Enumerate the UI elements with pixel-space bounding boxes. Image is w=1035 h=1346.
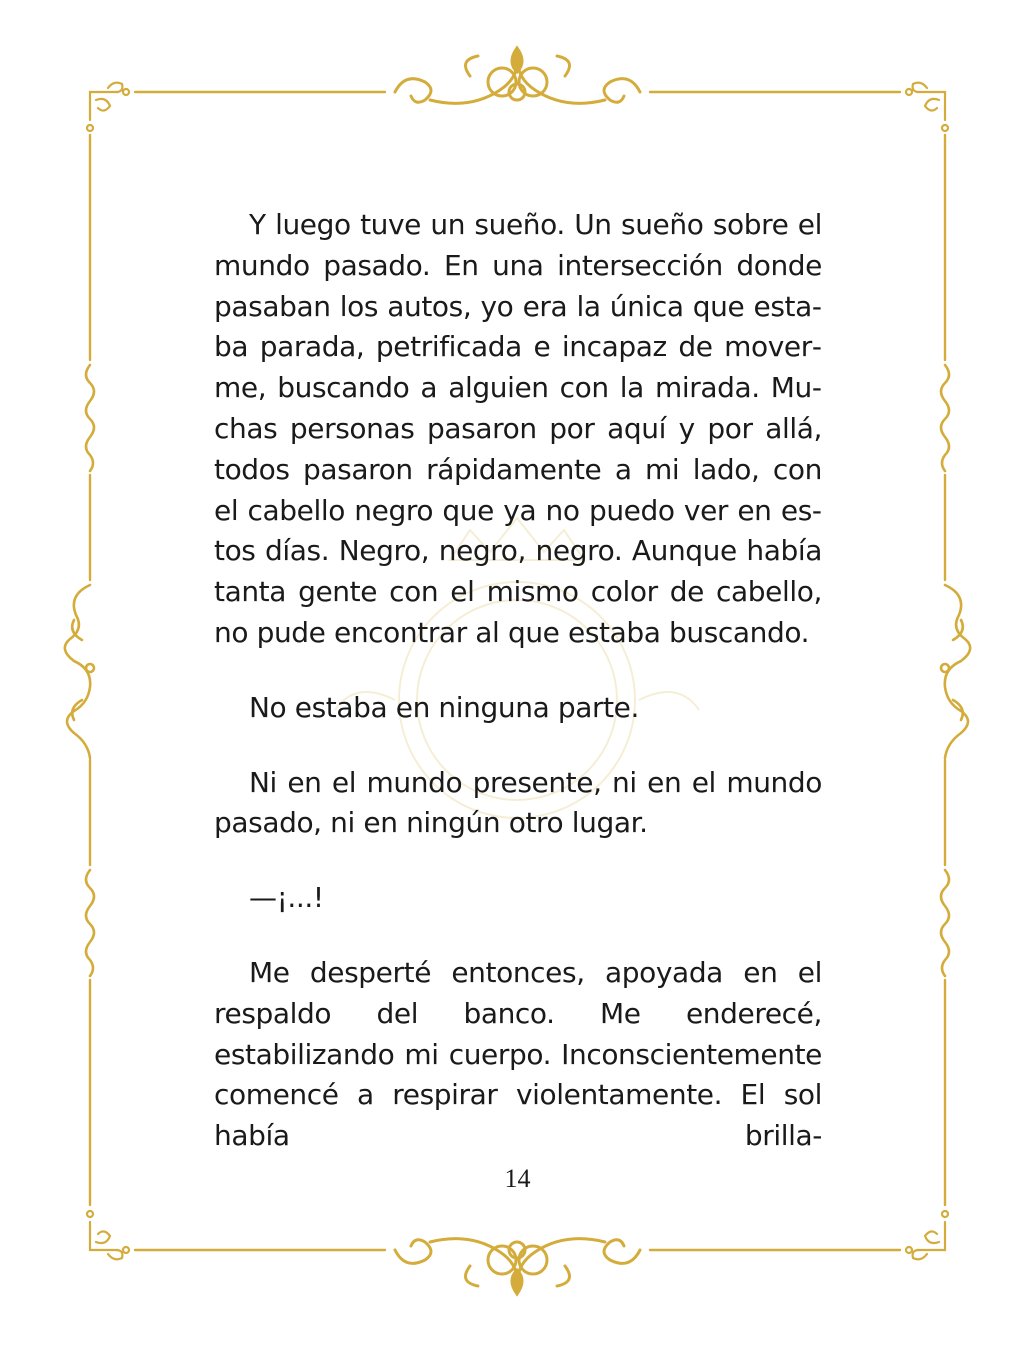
corner-ornament-bottom-right: [906, 1211, 948, 1259]
paragraph: Ni en el mundo presente, ni en el mundo pasado, ni en ningún otro lugar.: [214, 765, 822, 840]
right-side-ornament: [941, 365, 970, 976]
top-center-ornament: [395, 48, 640, 103]
body-text: [214, 205, 822, 1191]
paragraph: Y luego tuve un sueño. Un sueño sobre el mundo pasado. En una intersección donde pasaban los autos, yo era la única que estaba parada, petrificada e incapaz de moverme, buscando a alguien con la mirada. Muchas personas pasaron por aquí y por allá, todos pasaron rápidamente a mi lado, con el cabello negro que ya no puedo ver en estos días. Negro, negro, negro. Aunque había tanta gente con el mismo color de cabello, no pude encontrar al que estaba buscando.: [214, 208, 822, 649]
corner-ornament-top-right: [906, 83, 948, 131]
paragraph: Me desperté entonces, apoyada en el respaldo del banco. Me enderecé, estabilizando mi cuerpo. Inconscientemente comencé a respirar violentamente. El sol había brilla-: [214, 955, 822, 1153]
paragraph: No estaba en ninguna parte.: [249, 690, 639, 724]
page-number: 14: [504, 1164, 531, 1193]
corner-ornament-top-left: [87, 83, 129, 131]
left-side-ornament: [65, 365, 94, 976]
paragraph: —¡...!: [249, 881, 324, 915]
corner-ornament-bottom-left: [87, 1211, 129, 1259]
bottom-center-ornament: [395, 1239, 640, 1294]
